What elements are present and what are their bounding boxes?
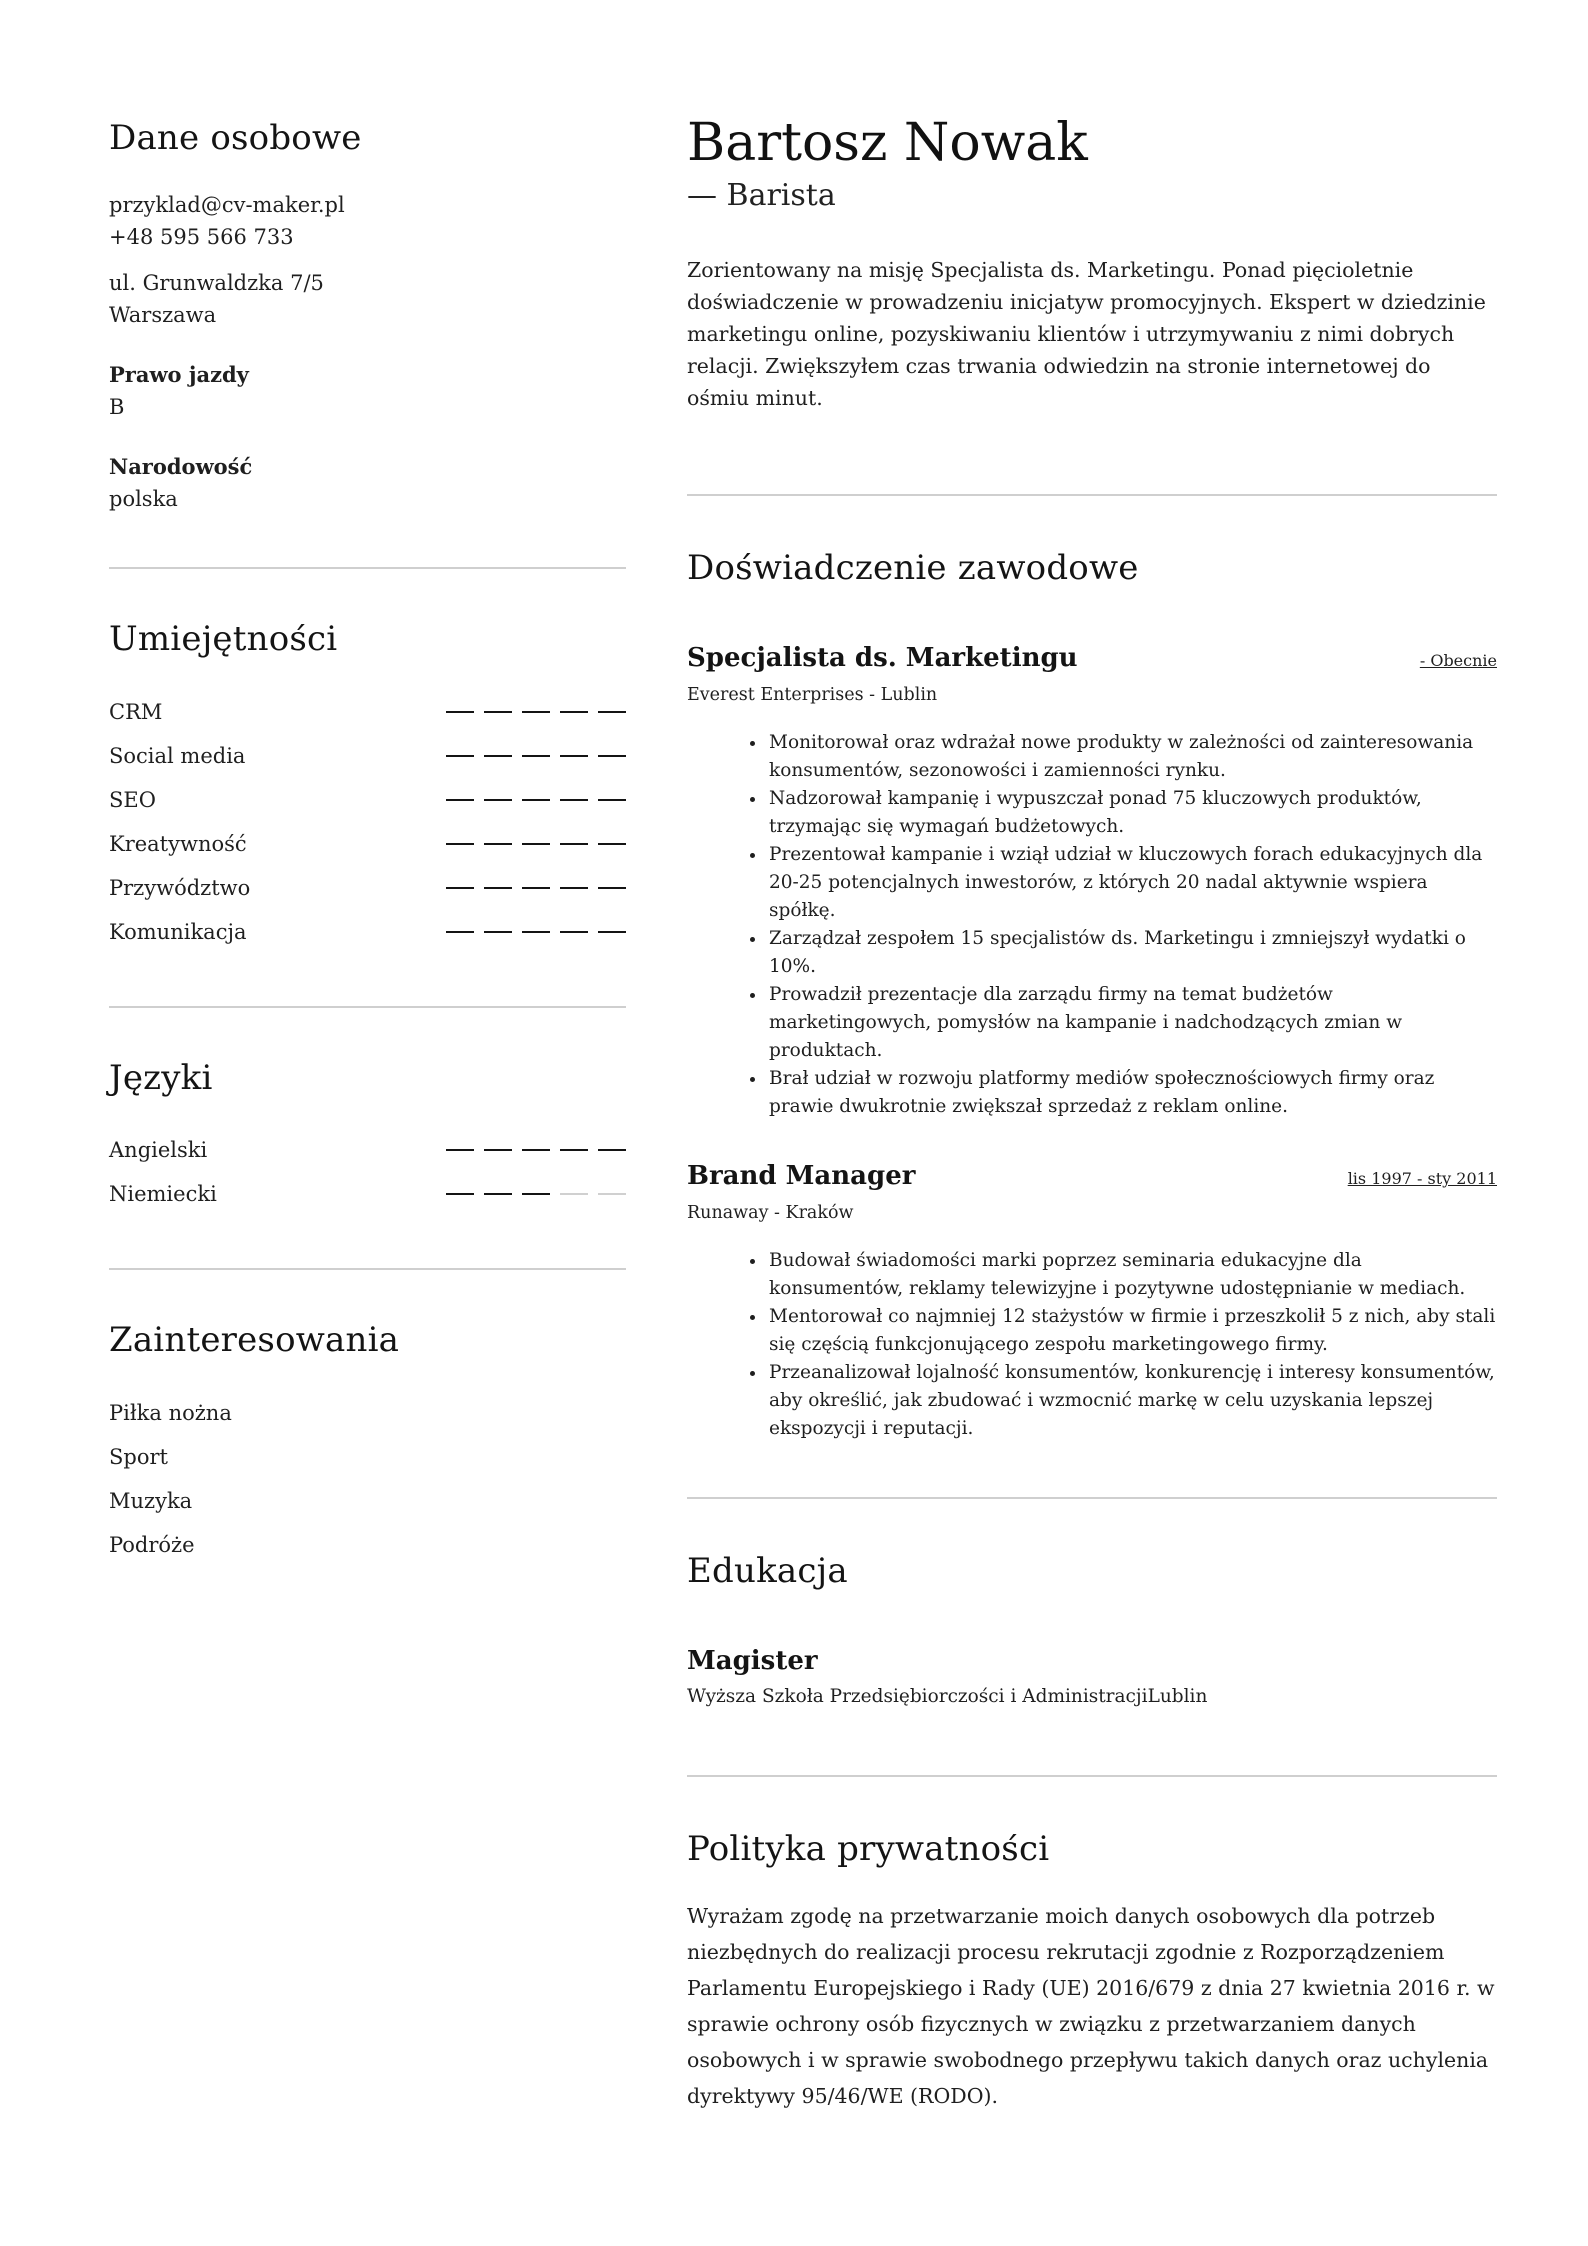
list-item: • Prezentował kampanie i wziął udział w kluczowych forach edukacyjnych dla 20-25 potencjalnych inwestorów, z których 20 nadal aktywnie wspiera spółkę. (767, 841, 1497, 925)
level-dash-filled (560, 843, 588, 845)
education-school: Wyższa Szkoła Przedsiębiorczości i AdministracjiLublin (687, 1685, 1208, 1707)
right-column (687, 112, 1497, 2114)
profile-summary: Zorientowany na misję Specjalista ds. Marketingu. Ponad pięcioletnie doświadczenie w prowadzeniu inicjatyw promocyjnych. Ekspert w dziedzinie marketingu online, pozyskiwaniu klientów i utrzymywaniu z nimi dobrych relacji. Zwiększyłem czas trwania odwiedzin na stronie internetowej do ośmiu minut. (687, 258, 1486, 411)
education-section-title: Edukacja (687, 1551, 848, 1592)
level-dash-filled (598, 931, 626, 933)
skills-list (109, 690, 626, 954)
level-dash-filled (484, 843, 512, 845)
skill-row (109, 822, 626, 866)
level-dash-filled (484, 887, 512, 889)
level-dash-filled (446, 1149, 474, 1151)
interest-item: Podróże (109, 1533, 195, 1558)
candidate-job-title: — Barista (687, 178, 836, 214)
level-dash-filled (522, 931, 550, 933)
level-dash-filled (522, 1149, 550, 1151)
divider (687, 1775, 1497, 1777)
divider (687, 494, 1497, 496)
candidate-name: Bartosz Nowak (687, 113, 1088, 173)
personal-section-title: Dane osobowe (109, 118, 362, 158)
list-item: • Budował świadomości marki poprzez seminaria edukacyjne dla konsumentów, reklamy telewizyjne i pozytywne udostępnianie w mediach. (767, 1247, 1497, 1303)
list-item: • Mentorował co najmniej 12 stażystów w firmie i przeszkolił 5 z nich, aby stali się częścią funkcjonującego zespołu marketingowego firmy. (767, 1303, 1497, 1359)
nationality-value: polska (109, 486, 178, 511)
privacy-clause: Wyrażam zgodę na przetwarzanie moich danych osobowych dla potrzeb niezbędnych do realizacji procesu rekrutacji zgodnie z Rozporządzeniem Parlamentu Europejskiego i Rady (UE) 2016/679 z dnia 27 kwietnia 2016 r. w sprawie ochrony osób fizycznych w związku z przetwarzaniem danych osobowych i w sprawie swobodnego przepływu takich danych oraz uchylenia dyrektywy 95/46/WE (RODO). (687, 1903, 1495, 2108)
job-entry (687, 1161, 1497, 1443)
level-dash-filled (522, 799, 550, 801)
job-position: Specjalista ds. Marketingu (687, 643, 1078, 674)
skill-row (109, 866, 626, 910)
phone[interactable]: +48 595 566 733 (109, 224, 294, 249)
level-dash-filled (522, 1193, 550, 1195)
job-bullets (687, 1247, 1497, 1443)
job-dates: lis 1997 - sty 2011 (1347, 1169, 1497, 1189)
level-dash-filled (446, 843, 474, 845)
list-item: • Przeanalizował lojalność konsumentów, konkurencję i interesy konsumentów, aby określić, jak zbudować i wzmocnić markę w celu uzyskania lepszej ekspozycji i reputacji. (767, 1359, 1497, 1443)
level-dash-filled (446, 931, 474, 933)
skill-level-indicator (446, 887, 626, 889)
level-dash-empty (560, 1193, 588, 1195)
level-dash-filled (522, 755, 550, 757)
list-item: • Zarządzał zespołem 15 specjalistów ds. Marketingu i zmniejszył wydatki o 10%. (767, 925, 1497, 981)
skill-name: Social media (109, 743, 246, 768)
job-header (687, 643, 1497, 673)
job-dates: - Obecnie (1419, 651, 1497, 671)
email[interactable]: przyklad@cv-maker.pl (109, 192, 345, 217)
interests-section-title: Zainteresowania (109, 1320, 400, 1361)
list-item: • Monitorował oraz wdrażał nowe produkty w zależności od zainteresowania konsumentów, sezonowości i zamienności rynku. (767, 729, 1497, 785)
skill-level-indicator (446, 843, 626, 845)
interest-item: Muzyka (109, 1489, 193, 1514)
level-dash-filled (598, 755, 626, 757)
level-dash-filled (446, 887, 474, 889)
list-item: • Brał udział w rozwoju platformy mediów społecznościowych firmy oraz prawie dwukrotnie zwiększał sprzedaż z reklam online. (767, 1065, 1497, 1121)
level-dash-empty (598, 1193, 626, 1195)
level-dash-filled (484, 1193, 512, 1195)
language-name: Angielski (109, 1138, 208, 1163)
address-block (109, 267, 626, 331)
level-dash-filled (484, 799, 512, 801)
skill-level-indicator (446, 755, 626, 757)
level-dash-filled (522, 887, 550, 889)
level-dash-filled (522, 711, 550, 713)
skill-level-indicator (446, 799, 626, 801)
job-header (687, 1161, 1497, 1191)
interests-list (109, 1391, 626, 1567)
level-dash-filled (598, 711, 626, 713)
privacy-section-title: Polityka prywatności (687, 1828, 1050, 1869)
skill-name: Komunikacja (109, 919, 247, 944)
job-position: Brand Manager (687, 1161, 916, 1192)
language-row (109, 1128, 626, 1172)
language-row (109, 1172, 626, 1216)
list-item: • Nadzorował kampanię i wypuszczał ponad 75 kluczowych produktów, trzymając się wymagań budżetowych. (767, 785, 1497, 841)
left-column (109, 118, 626, 1567)
level-dash-filled (560, 887, 588, 889)
driving-license-label: Prawo jazdy (109, 361, 249, 387)
skill-name: Przywództwo (109, 875, 251, 900)
level-dash-filled (560, 755, 588, 757)
level-dash-filled (598, 843, 626, 845)
skill-row (109, 778, 626, 822)
level-dash-filled (560, 931, 588, 933)
job-company: Runaway - Kraków (687, 1203, 854, 1224)
level-dash-filled (560, 711, 588, 713)
skill-name: SEO (109, 787, 156, 812)
skill-level-indicator (446, 931, 626, 933)
level-dash-filled (446, 799, 474, 801)
level-dash-filled (598, 1149, 626, 1151)
list-item: • Prowadził prezentacje dla zarządu firmy na temat budżetów marketingowych, pomysłów na kampanie i nadchodzących zmian w produktach. (767, 981, 1497, 1065)
languages-list (109, 1128, 626, 1216)
level-dash-filled (484, 711, 512, 713)
divider (109, 1268, 626, 1270)
address-street: ul. Grunwaldzka 7/5 (109, 270, 324, 295)
skill-row (109, 910, 626, 954)
nationality-label: Narodowość (109, 453, 253, 479)
skill-row (109, 690, 626, 734)
language-name: Niemiecki (109, 1182, 217, 1207)
level-dash-filled (446, 1193, 474, 1195)
divider (109, 1006, 626, 1008)
level-dash-filled (598, 887, 626, 889)
job-company: Everest Enterprises - Lublin (687, 685, 938, 706)
skill-row (109, 734, 626, 778)
languages-section-title: Języki (109, 1057, 213, 1098)
skill-name: CRM (109, 699, 163, 724)
level-dash-filled (484, 755, 512, 757)
level-dash-filled (446, 755, 474, 757)
level-dash-filled (522, 843, 550, 845)
language-level-indicator (446, 1149, 626, 1151)
job-entry (687, 643, 1497, 1121)
job-bullets (687, 729, 1497, 1121)
level-dash-filled (560, 799, 588, 801)
level-dash-filled (484, 1149, 512, 1151)
interest-item: Sport (109, 1445, 168, 1470)
interest-item: Piłka nożna (109, 1401, 232, 1426)
skill-level-indicator (446, 711, 626, 713)
divider (109, 567, 626, 569)
experience-section-title: Doświadczenie zawodowe (687, 548, 1139, 589)
level-dash-filled (560, 1149, 588, 1151)
level-dash-filled (598, 799, 626, 801)
skill-name: Kreatywność (109, 831, 247, 856)
language-level-indicator (446, 1193, 626, 1195)
divider (687, 1497, 1497, 1499)
skills-section-title: Umiejętności (109, 618, 338, 659)
contact-block (109, 189, 626, 253)
level-dash-filled (446, 711, 474, 713)
education-degree: Magister (687, 1645, 818, 1676)
driving-license-value: B (109, 394, 125, 419)
level-dash-filled (484, 931, 512, 933)
address-city: Warszawa (109, 302, 217, 327)
